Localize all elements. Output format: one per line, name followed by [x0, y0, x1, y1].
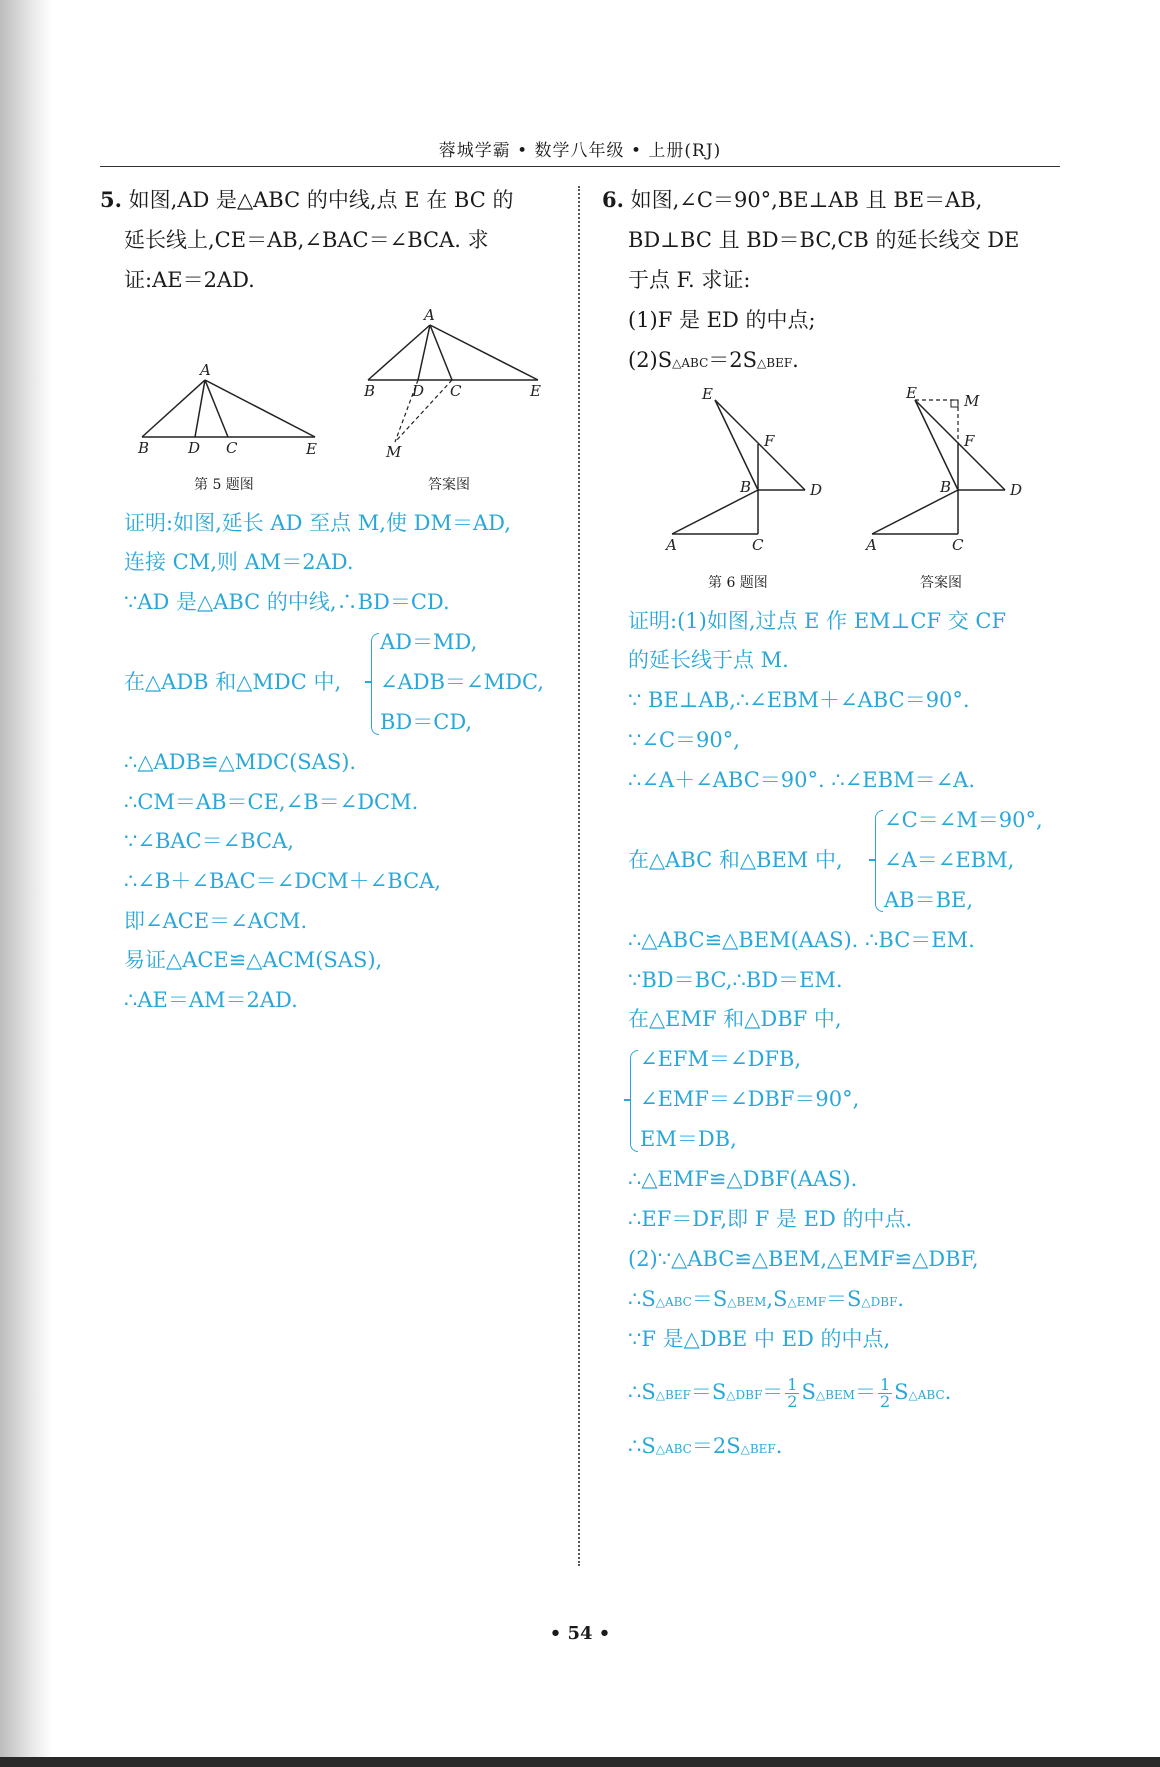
answer-figure-5-caption: 答案图 — [428, 477, 470, 493]
ans5-label-a: A — [424, 306, 435, 324]
ans6-label-d: D — [1010, 481, 1023, 499]
sol5-cond-3: BD＝CD, — [380, 710, 473, 734]
problem-6-line-4: (1)F 是 ED 的中点; — [628, 308, 816, 332]
fraction-half-2: $\frac{1}{2}$ — [879, 1375, 891, 1411]
ans5-label-c: C — [450, 382, 462, 400]
problem-5-line-3: 证:AE＝2AD. — [124, 268, 255, 292]
page-shadow — [0, 0, 52, 1767]
sol5-brace-tip — [365, 681, 371, 683]
sol6-brace-1-tip — [869, 859, 875, 861]
sol6-cond-6: EM＝DB, — [640, 1127, 737, 1151]
sol5-brace — [371, 633, 379, 735]
fig5-label-e: E — [306, 440, 317, 458]
part2-mid: ＝2S — [708, 348, 758, 372]
problem-5-number: 5. — [100, 187, 122, 212]
sol6-cond-2: ∠A＝∠EBM, — [884, 848, 1015, 872]
sol5-cond-2: ∠ADB＝∠MDC, — [380, 670, 544, 694]
ans6-label-a: A — [866, 536, 877, 554]
sol6-line-8: ∴△EMF≌△DBF(AAS). — [628, 1167, 858, 1191]
sol5-in-label: 在△ADB 和△MDC 中, — [124, 670, 342, 694]
ans5-label-e: E — [530, 382, 541, 400]
fig6-label-e: E — [702, 385, 713, 403]
fig5-label-d: D — [188, 439, 201, 457]
sol6-line-2: 的延长线于点 M. — [628, 648, 789, 672]
problem-6-line-2: BD⊥BC 且 BD＝BC,CB 的延长线交 DE — [628, 228, 1020, 252]
sol6-cond-4: ∠EFM＝∠DFB, — [640, 1047, 802, 1071]
fig5-label-a: A — [200, 361, 211, 379]
sol5-cond-1: AD＝MD, — [380, 630, 478, 654]
ans6-label-b: B — [940, 478, 952, 496]
ans5-label-m: M — [386, 443, 402, 460]
fig5-label-c: C — [226, 439, 238, 457]
sol6-line-4: ∵∠C＝90°, — [628, 728, 740, 752]
sol5-line-3: ∵AD 是△ABC 的中线,∴BD＝CD. — [124, 590, 450, 614]
problem-6-number: 6. — [602, 187, 624, 212]
problem-5-line-2: 延长线上,CE＝AB,∠BAC＝∠BCA. 求 — [124, 228, 489, 252]
part2-sub-2: △BEF — [757, 356, 793, 370]
column-divider — [578, 186, 580, 1566]
ans6-label-f: F — [964, 432, 975, 450]
ans5-label-d: D — [412, 382, 425, 400]
sol6-cond-5: ∠EMF＝∠DBF＝90°, — [640, 1087, 860, 1111]
page-number: • 54 • — [549, 1623, 611, 1644]
sol5-line-7: ∴∠B＋∠BAC＝∠DCM＋∠BCA, — [124, 869, 441, 893]
sol6-in1-label: 在△ABC 和△BEM 中, — [628, 848, 843, 872]
fraction-half-1: $\frac{1}{2}$ — [787, 1375, 798, 1411]
figure-5 — [130, 355, 330, 460]
sol6-in2-label: 在△EMF 和△DBF 中, — [628, 1007, 842, 1031]
fig6-label-d: D — [810, 481, 823, 499]
sol5-line-10: ∴AE＝AM＝2AD. — [124, 988, 298, 1012]
sol6-cond-3: AB＝BE, — [884, 888, 974, 912]
sol6-line-1: 证明:(1)如图,过点 E 作 EM⊥CF 交 CF — [628, 609, 1007, 633]
sol6-line-6: ∴△ABC≌△BEM(AAS). ∴BC＝EM. — [628, 928, 975, 952]
fig6-label-a: A — [666, 536, 677, 554]
ans5-label-b: B — [364, 382, 376, 400]
problem-6-line-1 — [602, 186, 982, 214]
sol5-line-4: ∴△ADB≌△MDC(SAS). — [124, 750, 357, 774]
problem-6-line-3: 于点 F. 求证: — [628, 268, 751, 292]
sol6-brace-2 — [630, 1050, 638, 1152]
sol6-brace-2-tip — [624, 1099, 630, 1101]
sol5-line-9: 易证△ACE≌△ACM(SAS), — [124, 948, 383, 972]
sol6-brace-1 — [875, 810, 883, 912]
answer-figure-5 — [360, 300, 560, 460]
header-rule — [100, 166, 1060, 167]
problem-5-text-1: 如图,AD 是△ABC 的中线,点 E 在 BC 的 — [128, 188, 514, 212]
answer-figure-6 — [860, 382, 1030, 557]
bottom-bar — [0, 1757, 1160, 1767]
sol6-line-5: ∴∠A＋∠ABC＝90°. ∴∠EBM＝∠A. — [628, 768, 976, 792]
sol5-line-8: 即∠ACE＝∠ACM. — [124, 909, 308, 933]
sol6-line-7: ∵BD＝BC,∴BD＝EM. — [628, 968, 843, 992]
sol6-area-eq-3: ∴S△ABC＝2S△BEF. — [628, 1434, 783, 1458]
page-header: 蓉城学霸 • 数学八年级 • 上册(RJ) — [438, 141, 722, 161]
part2-prefix: (2)S — [628, 348, 673, 372]
sol6-line-11: ∵F 是△DBE 中 ED 的中点, — [628, 1327, 891, 1351]
part2-end: . — [792, 348, 799, 372]
sol6-cond-1: ∠C＝∠M＝90°, — [884, 808, 1043, 832]
fig5-label-b: B — [138, 439, 150, 457]
fig6-label-f: F — [764, 432, 775, 450]
figure-5-caption: 第 5 题图 — [194, 477, 254, 493]
sol6-area-eq-2: ∴S△BEF＝S△DBF＝ $\frac{1}{2}$ S△BEM＝ $\frac{1}{2}$ S△ABC. — [628, 1375, 952, 1411]
ans6-label-e: E — [906, 384, 917, 402]
problem-5-line-1 — [100, 186, 513, 214]
sol6-line-3: ∵ BE⊥AB,∴∠EBM＋∠ABC＝90°. — [628, 688, 970, 712]
sol5-line-1: 证明:如图,延长 AD 至点 M,使 DM＝AD, — [124, 511, 511, 535]
problem-6-line-5 — [628, 346, 799, 377]
sol6-line-9: ∴EF＝DF,即 F 是 ED 的中点. — [628, 1207, 913, 1231]
sol5-line-6: ∵∠BAC＝∠BCA, — [124, 829, 294, 853]
figure-6 — [660, 382, 830, 557]
sol6-area-eq-1: ∴S△ABC＝S△BEM,S△EMF＝S△DBF. — [628, 1287, 905, 1311]
problem-6-text-1: 如图,∠C＝90°,BE⊥AB 且 BE＝AB, — [630, 188, 983, 212]
ans6-label-c: C — [952, 536, 964, 554]
figure-6-caption: 第 6 题图 — [708, 575, 768, 591]
sol5-line-2: 连接 CM,则 AM＝2AD. — [124, 550, 354, 574]
sol6-line-10: (2)∵△ABC≌△BEM,△EMF≌△DBF, — [628, 1247, 979, 1271]
part2-sub-1: △ABC — [672, 356, 709, 370]
fig6-label-c: C — [752, 536, 764, 554]
answer-figure-6-caption: 答案图 — [920, 575, 962, 591]
ans6-label-m: M — [964, 392, 980, 410]
sol5-line-5: ∴CM＝AB＝CE,∠B＝∠DCM. — [124, 790, 419, 814]
fig6-label-b: B — [740, 478, 752, 496]
